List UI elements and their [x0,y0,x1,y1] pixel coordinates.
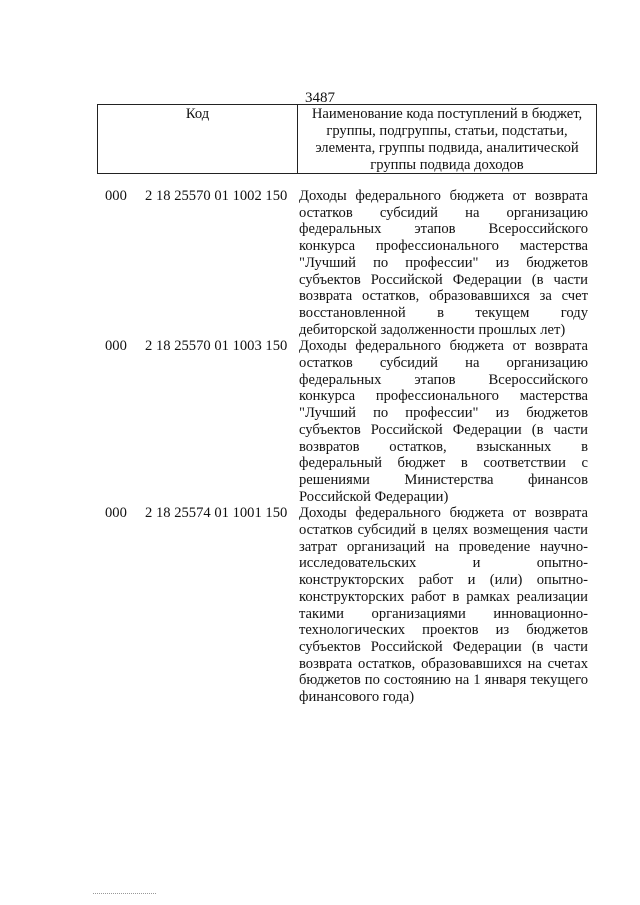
description-line: федеральных этапов Всероссийского [299,221,588,238]
description-line: конкурса профессионального мастерства [299,238,588,255]
description-line: Доходы федерального бюджета от возврата [299,188,588,204]
admin-code: 000 [105,188,127,204]
income-code: 2 18 25574 01 1001 150 [145,505,288,522]
description-line: дебиторской задолженности прошлых лет) [299,321,566,338]
description-line: федеральных этапов Всероссийского [299,371,588,388]
description-line: Доходы федерального бюджета от возврата [299,338,588,355]
description-line: восстановленной в текущем году [299,304,588,321]
description-line: Доходы федерального бюджета от возврата [299,505,588,522]
name-header-line: элемента, группы подвида, аналитической [315,140,579,156]
name-header-line: Наименование кода поступлений в бюджет, [311,106,583,122]
name-header-line: группы, подгруппы, статьи, подстатьи, [326,123,568,139]
description-line: возвратов остатков, взысканных в [299,438,588,455]
description-line: остатков субсидий в целях возмещения части [299,522,588,539]
code-column-header: Код [98,105,298,173]
name-column-header [298,105,596,173]
income-code: 2 18 25570 01 1003 150 [145,338,288,355]
description-line: федеральный бюджет в соответствии с [299,455,588,472]
description-line: остатков субсидий на организацию [299,204,588,221]
description-line: конструкторских работ и (или) опытно- [299,572,588,589]
income-code-list [105,188,590,706]
income-code: 2 18 25570 01 1002 150 [145,188,288,204]
description-line: технологических проектов из бюджетов [299,622,588,639]
footer-divider [93,893,156,894]
description-line: финансового года) [299,689,415,706]
income-description [299,505,588,705]
description-line: субъектов Российской Федерации (в части [299,271,588,288]
description-line: конкурса профессионального мастерства [299,388,588,405]
description-line: субъектов Российской Федерации (в части [299,421,588,438]
description-line: "Лучший по профессии" из бюджетов [299,405,588,422]
description-line: возврата остатков, образовавшихся за счет [299,288,588,305]
description-line: "Лучший по профессии" из бюджетов [299,254,588,271]
income-description [299,338,588,505]
description-line: исследовательских и опытно- [299,555,588,572]
name-header-line: группы подвида доходов [370,157,524,173]
table-row [105,188,590,338]
description-line: субъектов Российской Федерации (в части [299,638,588,655]
description-line: остатков субсидий на организацию [299,355,588,372]
description-line: затрат организаций на проведение научно- [299,538,588,555]
income-description [299,188,588,338]
description-line: возврата остатков, образовавшихся на счетах [299,655,588,672]
description-line: конструкторских работ в рамках реализации [299,588,588,605]
table-row [105,338,590,505]
table-row [105,505,590,705]
admin-code: 000 [105,338,127,355]
description-line: бюджетов по состоянию на 1 января текущего [299,672,588,689]
description-line: решениями Министерства финансов [299,471,588,488]
admin-code: 000 [105,505,127,522]
page-number: 3487 [305,90,335,106]
description-line: Российской Федерации) [299,488,449,505]
table-header [97,104,597,174]
description-line: такими организациями инновационно- [299,605,588,622]
